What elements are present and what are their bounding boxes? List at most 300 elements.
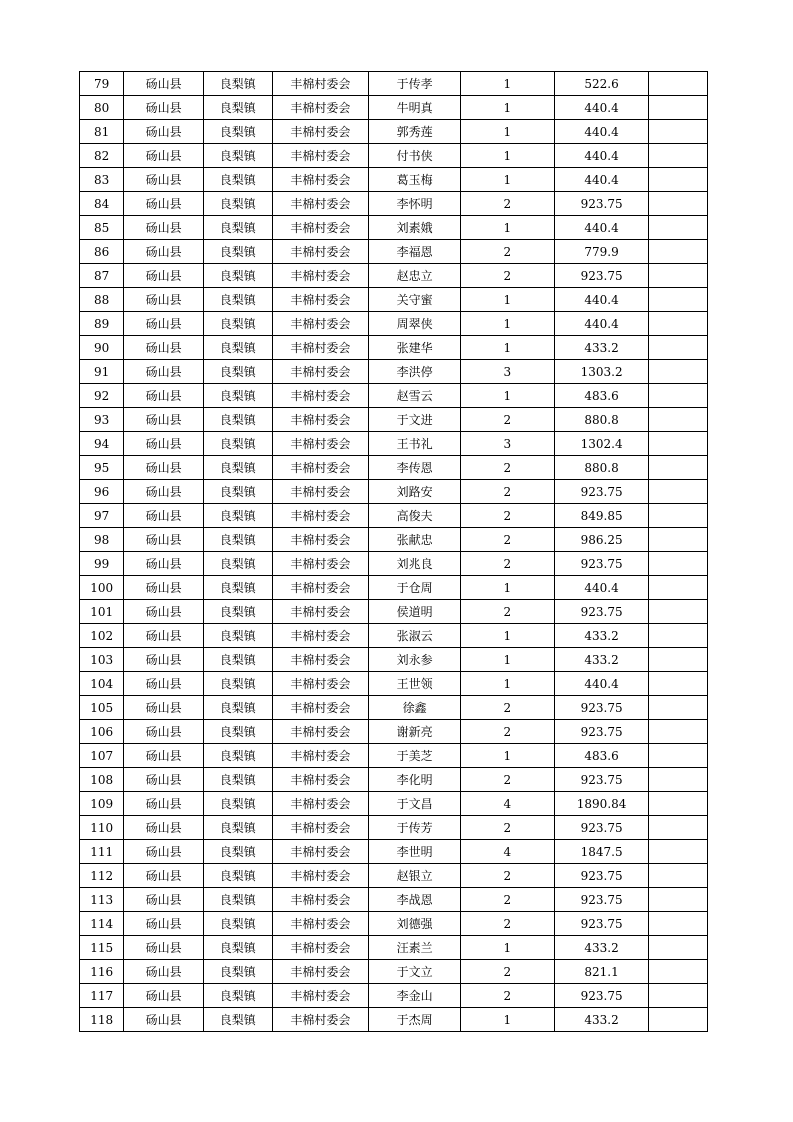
remarks-cell	[649, 672, 708, 696]
village-committee-cell: 丰棉村委会	[272, 552, 369, 576]
name-cell: 李传恩	[369, 456, 461, 480]
amount-cell: 923.75	[554, 888, 649, 912]
table-row	[80, 504, 708, 528]
name-cell: 关守蜜	[369, 288, 461, 312]
county-cell: 砀山县	[124, 912, 204, 936]
village-committee-cell: 丰棉村委会	[272, 624, 369, 648]
household-size-cell: 2	[460, 912, 554, 936]
remarks-cell	[649, 264, 708, 288]
household-size-cell: 1	[460, 72, 554, 96]
remarks-cell	[649, 192, 708, 216]
county-cell: 砀山县	[124, 816, 204, 840]
table-row	[80, 360, 708, 384]
household-size-cell: 2	[460, 240, 554, 264]
household-size-cell: 1	[460, 576, 554, 600]
town-cell: 良梨镇	[203, 504, 272, 528]
row-index: 118	[80, 1008, 124, 1032]
row-index: 79	[80, 72, 124, 96]
town-cell: 良梨镇	[203, 864, 272, 888]
amount-cell: 440.4	[554, 144, 649, 168]
county-cell: 砀山县	[124, 864, 204, 888]
county-cell: 砀山县	[124, 360, 204, 384]
town-cell: 良梨镇	[203, 72, 272, 96]
table-row	[80, 552, 708, 576]
amount-cell: 923.75	[554, 552, 649, 576]
village-committee-cell: 丰棉村委会	[272, 912, 369, 936]
remarks-cell	[649, 120, 708, 144]
name-cell: 于美芝	[369, 744, 461, 768]
name-cell: 付书侠	[369, 144, 461, 168]
name-cell: 于文立	[369, 960, 461, 984]
county-cell: 砀山县	[124, 840, 204, 864]
table-row	[80, 600, 708, 624]
amount-cell: 483.6	[554, 384, 649, 408]
town-cell: 良梨镇	[203, 720, 272, 744]
name-cell: 李金山	[369, 984, 461, 1008]
remarks-cell	[649, 720, 708, 744]
town-cell: 良梨镇	[203, 336, 272, 360]
table-row	[80, 888, 708, 912]
remarks-cell	[649, 600, 708, 624]
village-committee-cell: 丰棉村委会	[272, 600, 369, 624]
household-size-cell: 1	[460, 288, 554, 312]
amount-cell: 923.75	[554, 192, 649, 216]
household-size-cell: 2	[460, 456, 554, 480]
town-cell: 良梨镇	[203, 984, 272, 1008]
row-index: 110	[80, 816, 124, 840]
household-size-cell: 1	[460, 1008, 554, 1032]
household-size-cell: 2	[460, 984, 554, 1008]
amount-cell: 923.75	[554, 720, 649, 744]
row-index: 117	[80, 984, 124, 1008]
amount-cell: 986.25	[554, 528, 649, 552]
town-cell: 良梨镇	[203, 672, 272, 696]
row-index: 105	[80, 696, 124, 720]
name-cell: 于文进	[369, 408, 461, 432]
household-size-cell: 3	[460, 360, 554, 384]
name-cell: 谢新亮	[369, 720, 461, 744]
table-row	[80, 120, 708, 144]
remarks-cell	[649, 216, 708, 240]
county-cell: 砀山县	[124, 1008, 204, 1032]
table-row	[80, 408, 708, 432]
table-row	[80, 768, 708, 792]
row-index: 106	[80, 720, 124, 744]
household-size-cell: 1	[460, 384, 554, 408]
row-index: 109	[80, 792, 124, 816]
name-cell: 郭秀莲	[369, 120, 461, 144]
row-index: 84	[80, 192, 124, 216]
remarks-cell	[649, 936, 708, 960]
remarks-cell	[649, 528, 708, 552]
household-size-cell: 4	[460, 840, 554, 864]
village-committee-cell: 丰棉村委会	[272, 840, 369, 864]
name-cell: 于杰周	[369, 1008, 461, 1032]
table-row	[80, 576, 708, 600]
household-size-cell: 2	[460, 600, 554, 624]
village-committee-cell: 丰棉村委会	[272, 144, 369, 168]
household-size-cell: 2	[460, 192, 554, 216]
town-cell: 良梨镇	[203, 240, 272, 264]
household-size-cell: 1	[460, 744, 554, 768]
table-row	[80, 144, 708, 168]
name-cell: 刘素娥	[369, 216, 461, 240]
household-size-cell: 1	[460, 216, 554, 240]
town-cell: 良梨镇	[203, 312, 272, 336]
county-cell: 砀山县	[124, 552, 204, 576]
county-cell: 砀山县	[124, 984, 204, 1008]
household-size-cell: 2	[460, 264, 554, 288]
remarks-cell	[649, 984, 708, 1008]
remarks-cell	[649, 312, 708, 336]
village-committee-cell: 丰棉村委会	[272, 192, 369, 216]
town-cell: 良梨镇	[203, 648, 272, 672]
row-index: 113	[80, 888, 124, 912]
table-row	[80, 288, 708, 312]
household-size-cell: 3	[460, 432, 554, 456]
town-cell: 良梨镇	[203, 816, 272, 840]
village-committee-cell: 丰棉村委会	[272, 864, 369, 888]
household-size-cell: 2	[460, 768, 554, 792]
county-cell: 砀山县	[124, 960, 204, 984]
name-cell: 葛玉梅	[369, 168, 461, 192]
remarks-cell	[649, 168, 708, 192]
remarks-cell	[649, 792, 708, 816]
amount-cell: 1847.5	[554, 840, 649, 864]
village-committee-cell: 丰棉村委会	[272, 216, 369, 240]
amount-cell: 433.2	[554, 1008, 649, 1032]
table-row	[80, 720, 708, 744]
row-index: 99	[80, 552, 124, 576]
remarks-cell	[649, 432, 708, 456]
village-committee-cell: 丰棉村委会	[272, 576, 369, 600]
town-cell: 良梨镇	[203, 576, 272, 600]
county-cell: 砀山县	[124, 192, 204, 216]
village-committee-cell: 丰棉村委会	[272, 816, 369, 840]
amount-cell: 433.2	[554, 936, 649, 960]
remarks-cell	[649, 888, 708, 912]
row-index: 88	[80, 288, 124, 312]
amount-cell: 923.75	[554, 864, 649, 888]
amount-cell: 1890.84	[554, 792, 649, 816]
household-size-cell: 2	[460, 960, 554, 984]
amount-cell: 923.75	[554, 600, 649, 624]
name-cell: 侯道明	[369, 600, 461, 624]
county-cell: 砀山县	[124, 456, 204, 480]
row-index: 115	[80, 936, 124, 960]
county-cell: 砀山县	[124, 72, 204, 96]
table-row	[80, 528, 708, 552]
county-cell: 砀山县	[124, 600, 204, 624]
amount-cell: 1303.2	[554, 360, 649, 384]
county-cell: 砀山县	[124, 720, 204, 744]
village-committee-cell: 丰棉村委会	[272, 504, 369, 528]
name-cell: 徐鑫	[369, 696, 461, 720]
table-row	[80, 936, 708, 960]
household-size-cell: 1	[460, 120, 554, 144]
household-size-cell: 1	[460, 312, 554, 336]
amount-cell: 440.4	[554, 576, 649, 600]
table-row	[80, 864, 708, 888]
name-cell: 张建华	[369, 336, 461, 360]
county-cell: 砀山县	[124, 672, 204, 696]
name-cell: 牛明真	[369, 96, 461, 120]
town-cell: 良梨镇	[203, 840, 272, 864]
table-row	[80, 336, 708, 360]
name-cell: 王书礼	[369, 432, 461, 456]
remarks-cell	[649, 576, 708, 600]
village-committee-cell: 丰棉村委会	[272, 720, 369, 744]
town-cell: 良梨镇	[203, 216, 272, 240]
remarks-cell	[649, 384, 708, 408]
county-cell: 砀山县	[124, 312, 204, 336]
table-row	[80, 96, 708, 120]
county-cell: 砀山县	[124, 168, 204, 192]
county-cell: 砀山县	[124, 264, 204, 288]
town-cell: 良梨镇	[203, 360, 272, 384]
name-cell: 张淑云	[369, 624, 461, 648]
remarks-cell	[649, 696, 708, 720]
amount-cell: 440.4	[554, 312, 649, 336]
row-index: 80	[80, 96, 124, 120]
village-committee-cell: 丰棉村委会	[272, 984, 369, 1008]
amount-cell: 433.2	[554, 336, 649, 360]
name-cell: 高俊夫	[369, 504, 461, 528]
town-cell: 良梨镇	[203, 552, 272, 576]
amount-cell: 433.2	[554, 624, 649, 648]
name-cell: 张献忠	[369, 528, 461, 552]
row-index: 95	[80, 456, 124, 480]
town-cell: 良梨镇	[203, 768, 272, 792]
household-size-cell: 1	[460, 936, 554, 960]
table-row	[80, 168, 708, 192]
amount-cell: 433.2	[554, 648, 649, 672]
village-committee-cell: 丰棉村委会	[272, 264, 369, 288]
amount-cell: 923.75	[554, 480, 649, 504]
name-cell: 于文昌	[369, 792, 461, 816]
amount-cell: 880.8	[554, 408, 649, 432]
village-committee-cell: 丰棉村委会	[272, 480, 369, 504]
table-row	[80, 192, 708, 216]
row-index: 86	[80, 240, 124, 264]
household-size-cell: 1	[460, 96, 554, 120]
household-size-cell: 2	[460, 480, 554, 504]
table-row	[80, 1008, 708, 1032]
county-cell: 砀山县	[124, 384, 204, 408]
amount-cell: 522.6	[554, 72, 649, 96]
table-row	[80, 480, 708, 504]
village-committee-cell: 丰棉村委会	[272, 360, 369, 384]
household-size-cell: 2	[460, 888, 554, 912]
town-cell: 良梨镇	[203, 408, 272, 432]
town-cell: 良梨镇	[203, 456, 272, 480]
remarks-cell	[649, 624, 708, 648]
household-size-cell: 2	[460, 696, 554, 720]
remarks-cell	[649, 336, 708, 360]
remarks-cell	[649, 960, 708, 984]
name-cell: 赵雪云	[369, 384, 461, 408]
name-cell: 于传孝	[369, 72, 461, 96]
table-row	[80, 240, 708, 264]
amount-cell: 483.6	[554, 744, 649, 768]
town-cell: 良梨镇	[203, 1008, 272, 1032]
table-row	[80, 696, 708, 720]
amount-cell: 821.1	[554, 960, 649, 984]
table-row	[80, 840, 708, 864]
household-size-cell: 2	[460, 552, 554, 576]
name-cell: 周翠侠	[369, 312, 461, 336]
name-cell: 刘德强	[369, 912, 461, 936]
village-committee-cell: 丰棉村委会	[272, 1008, 369, 1032]
remarks-cell	[649, 744, 708, 768]
village-committee-cell: 丰棉村委会	[272, 696, 369, 720]
town-cell: 良梨镇	[203, 528, 272, 552]
amount-cell: 923.75	[554, 768, 649, 792]
village-committee-cell: 丰棉村委会	[272, 432, 369, 456]
roster-table-body	[80, 72, 708, 1032]
county-cell: 砀山县	[124, 336, 204, 360]
household-size-cell: 2	[460, 720, 554, 744]
town-cell: 良梨镇	[203, 288, 272, 312]
remarks-cell	[649, 144, 708, 168]
table-row	[80, 624, 708, 648]
county-cell: 砀山县	[124, 792, 204, 816]
amount-cell: 923.75	[554, 264, 649, 288]
county-cell: 砀山县	[124, 768, 204, 792]
name-cell: 汪素兰	[369, 936, 461, 960]
amount-cell: 440.4	[554, 216, 649, 240]
county-cell: 砀山县	[124, 432, 204, 456]
village-committee-cell: 丰棉村委会	[272, 744, 369, 768]
row-index: 100	[80, 576, 124, 600]
roster-table	[79, 71, 708, 1032]
table-row	[80, 264, 708, 288]
row-index: 85	[80, 216, 124, 240]
row-index: 81	[80, 120, 124, 144]
amount-cell: 923.75	[554, 984, 649, 1008]
village-committee-cell: 丰棉村委会	[272, 936, 369, 960]
amount-cell: 1302.4	[554, 432, 649, 456]
table-row	[80, 456, 708, 480]
town-cell: 良梨镇	[203, 696, 272, 720]
town-cell: 良梨镇	[203, 600, 272, 624]
household-size-cell: 2	[460, 504, 554, 528]
row-index: 87	[80, 264, 124, 288]
county-cell: 砀山县	[124, 288, 204, 312]
remarks-cell	[649, 96, 708, 120]
row-index: 91	[80, 360, 124, 384]
table-row	[80, 984, 708, 1008]
row-index: 96	[80, 480, 124, 504]
town-cell: 良梨镇	[203, 384, 272, 408]
remarks-cell	[649, 480, 708, 504]
town-cell: 良梨镇	[203, 432, 272, 456]
county-cell: 砀山县	[124, 576, 204, 600]
village-committee-cell: 丰棉村委会	[272, 408, 369, 432]
row-index: 89	[80, 312, 124, 336]
row-index: 116	[80, 960, 124, 984]
name-cell: 于传芳	[369, 816, 461, 840]
remarks-cell	[649, 768, 708, 792]
row-index: 107	[80, 744, 124, 768]
remarks-cell	[649, 72, 708, 96]
table-row	[80, 384, 708, 408]
county-cell: 砀山县	[124, 216, 204, 240]
name-cell: 李战恩	[369, 888, 461, 912]
household-size-cell: 4	[460, 792, 554, 816]
remarks-cell	[649, 648, 708, 672]
row-index: 98	[80, 528, 124, 552]
remarks-cell	[649, 864, 708, 888]
town-cell: 良梨镇	[203, 96, 272, 120]
county-cell: 砀山县	[124, 624, 204, 648]
name-cell: 刘永参	[369, 648, 461, 672]
village-committee-cell: 丰棉村委会	[272, 384, 369, 408]
table-row	[80, 744, 708, 768]
household-size-cell: 1	[460, 144, 554, 168]
name-cell: 王世领	[369, 672, 461, 696]
remarks-cell	[649, 240, 708, 264]
table-row	[80, 312, 708, 336]
county-cell: 砀山县	[124, 504, 204, 528]
county-cell: 砀山县	[124, 240, 204, 264]
name-cell: 刘兆良	[369, 552, 461, 576]
town-cell: 良梨镇	[203, 792, 272, 816]
table-row	[80, 216, 708, 240]
amount-cell: 923.75	[554, 912, 649, 936]
amount-cell: 440.4	[554, 168, 649, 192]
village-committee-cell: 丰棉村委会	[272, 792, 369, 816]
table-row	[80, 648, 708, 672]
village-committee-cell: 丰棉村委会	[272, 336, 369, 360]
name-cell: 李福恩	[369, 240, 461, 264]
town-cell: 良梨镇	[203, 480, 272, 504]
village-committee-cell: 丰棉村委会	[272, 168, 369, 192]
row-index: 93	[80, 408, 124, 432]
remarks-cell	[649, 1008, 708, 1032]
county-cell: 砀山县	[124, 120, 204, 144]
remarks-cell	[649, 288, 708, 312]
village-committee-cell: 丰棉村委会	[272, 528, 369, 552]
amount-cell: 440.4	[554, 120, 649, 144]
name-cell: 赵忠立	[369, 264, 461, 288]
table-row	[80, 672, 708, 696]
row-index: 112	[80, 864, 124, 888]
remarks-cell	[649, 912, 708, 936]
remarks-cell	[649, 816, 708, 840]
row-index: 94	[80, 432, 124, 456]
amount-cell: 440.4	[554, 672, 649, 696]
row-index: 82	[80, 144, 124, 168]
remarks-cell	[649, 456, 708, 480]
remarks-cell	[649, 840, 708, 864]
amount-cell: 779.9	[554, 240, 649, 264]
town-cell: 良梨镇	[203, 264, 272, 288]
village-committee-cell: 丰棉村委会	[272, 120, 369, 144]
county-cell: 砀山县	[124, 96, 204, 120]
amount-cell: 849.85	[554, 504, 649, 528]
remarks-cell	[649, 408, 708, 432]
amount-cell: 923.75	[554, 816, 649, 840]
amount-cell: 440.4	[554, 96, 649, 120]
village-committee-cell: 丰棉村委会	[272, 768, 369, 792]
household-size-cell: 2	[460, 408, 554, 432]
county-cell: 砀山县	[124, 696, 204, 720]
name-cell: 于仓周	[369, 576, 461, 600]
village-committee-cell: 丰棉村委会	[272, 312, 369, 336]
household-size-cell: 1	[460, 336, 554, 360]
town-cell: 良梨镇	[203, 888, 272, 912]
